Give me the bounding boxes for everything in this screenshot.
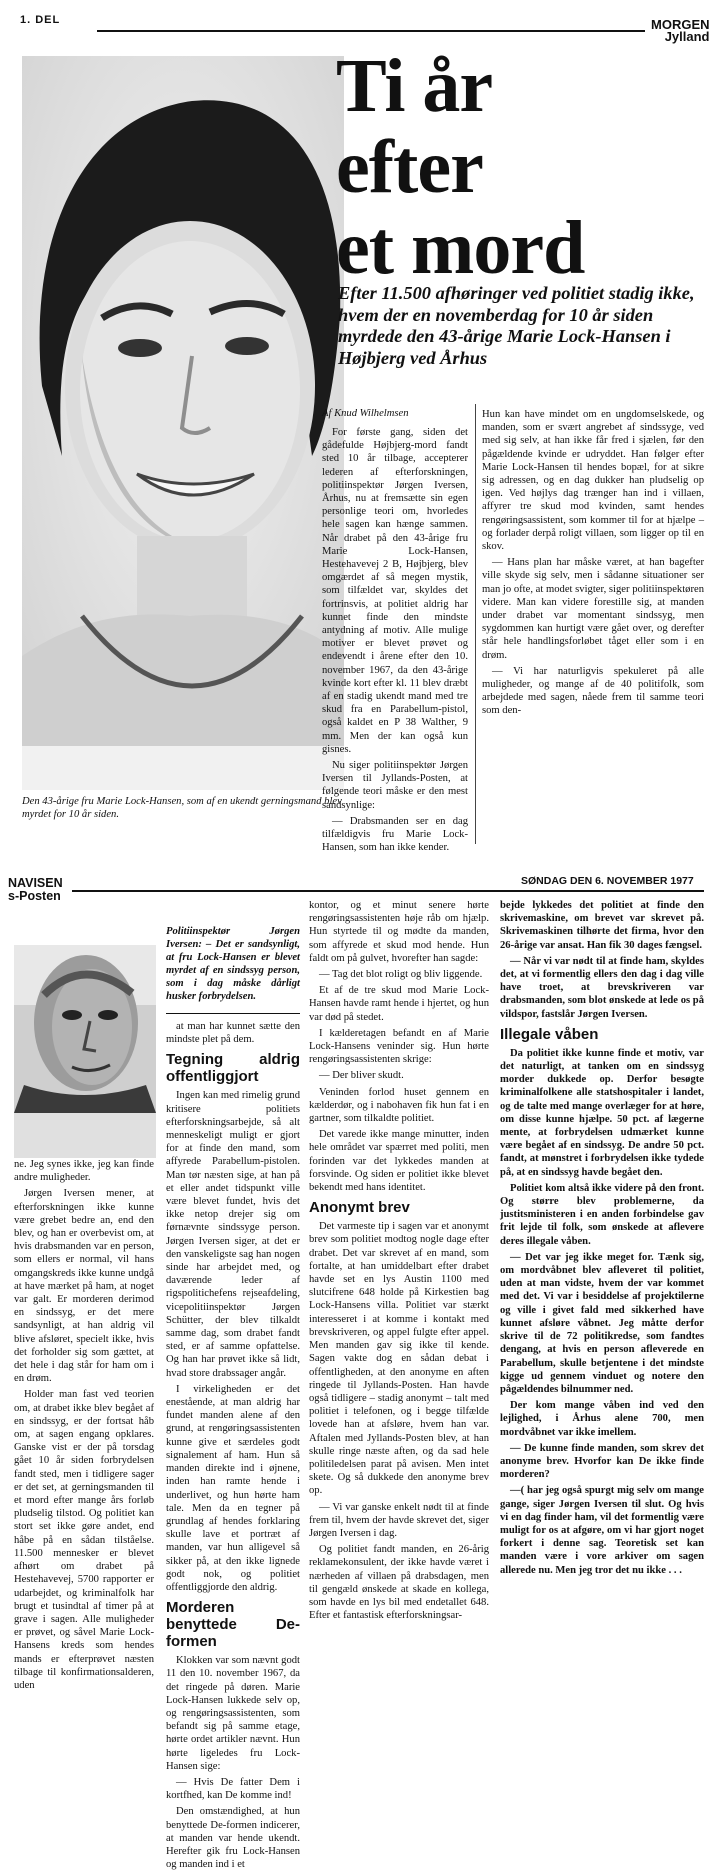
article-column-4 [500,899,704,1757]
paragraph: Politiet kom altså ikke videre på den front. Og større blev problemerne, da justitsministeren i en anden forbindelse gav frit lejde til folk, som ønskede at aflevere deres illegale våben. [500,1182,704,1247]
paragraph: Hun kan have mindet om en ungdomselskede, og manden, som er svært angrebet af sindssyge, ved med sig selv, at han ikke får fred i sjælen, før den pågældende kvinde er udryddet. Han følger efter Marie Lock-Hansen til hendes bopæl, for at sikre sig adressen, og en dag dukker han pludselig op igen. Ved højlys dag trænger han ind i villaen, affyrer tre skud mod kvinden, samt hendes rengøringsassistent, som kommer til for at hjælpe – og forlader derpå roligt villaen, som ligger op til en skov. [482,409,704,553]
paragraph: I virkeligheden er det enestående, at man aldrig har fundet manden alene af den grund, at rengøringsassistenten kunne give et særdeles godt signalement af ham. Hun så manden direkte ind i øjnene, inden han ramte hende i underlivet, og hun hørte ham tale. Men da en tegner på grundlag af hendes forklaring skulle lave et portræt af manden, var hun alligevel så sikker på, at den ikke lignede godt nok, og politiet offentliggjorde den aldrig. [166,1383,300,1593]
header-rule [72,890,704,892]
masthead [651,19,710,43]
masthead [8,877,63,903]
paragraph: — Det var jeg ikke meget for. Tænk sig, om mordvåbnet blev afleveret til politiet, uden at man vidste, hvem der var kommet med det. Vi var i besiddelse af projektilerne og ville i givet fald med sikkerhed have kunnet afsløre våbnet. Jeg måtte derfor skrive til de 72 politikredse, som fandtes dengang, at hvis en person afleverede en Parabellum, skulle betjentene i det mindste kigge ud gennem vinduet og notere den pågældendes bilnummer ned. [500,1251,704,1395]
paragraph: I kælderetagen befandt en af Marie Lock-Hansens veninder sig. Hun hørte rengøringsassistenten skrige: [309,1027,489,1066]
paragraph: kontor, og et minut senere hørte rengøringsassistenten høje råb om hjælp. Hun styrtede til og mødte da manden, som affyrede et skud mod hende. Hun faldt om på gulvet, hvorefter han sagde: [309,900,489,964]
paragraph: Det varede ikke mange minutter, inden hele området var spærret med politi, men forinden var det lykkedes manden at forsvinde. Og siden er politiet ikke blevet bekendt med hans identitet. [309,1129,489,1194]
subheading: Anonymt brev [309,1199,410,1217]
paragraph: — Hans plan har måske været, at han bagefter ville skyde sig selv, men i sådanne situationer ser man jo ofte, at modet svigter, siger politiinspektøren videre. Man kan videre forestille sig, at manden under drabet var momentant sindssyg, men sygdommen kan hurtigt være gået over, og derefter står hele handlingsforløbet tåget eller som i en drøm. [482,557,704,661]
headline-line2: efter [336,125,483,209]
paragraph: Den omstændighed, at hun benyttede De-formen indicerer, at manden var hende ukendt. Herefter gik fru Lock-Hansen og manden ind i et [166,1806,300,1871]
deck: Efter 11.500 afhøringer ved politiet stadig ikke, hvem der en novemberdag for 10 år siden myrdede den 43-årige Marie Lock-Hansen i Højbjerg ved Århus [338,283,695,368]
masthead-line2: s-Posten [8,889,61,903]
header-rule [97,30,645,32]
paragraph: Ingen kan med rimelig grund kritisere politiets efterforskningsarbejde, så alt menneskeligt muligt er gjort for at finde den mand, som affyrede Parabellum-pistolen. Man tør næsten sige, at han på et eller andet tidspunkt ville være blevet fundet, hvis det ikke netop drejer sig om førnævnte sindssyge person. Jørgen Iversen siger, at det er den vanskeligste sag han nogen sinde har arbejdet med, og daværende leder af rigspolitichefens rejseafdeling, vicepolitiinspektør Jørgen Schütter, der blev tilkaldt samme dag, som drabet fandt sted, er af samme opfattelse. Og han har prøvet ikke så lidt, hvad store drabssager angår. [166,1090,300,1379]
portrait-man-image [14,945,156,1113]
photo-margin [14,1113,156,1158]
article-column-3 [309,899,489,1757]
paragraph: For første gang, siden det gådefulde Højbjerg-mord fandt sted 10 år tilbage, accepterer lederen af efterforskningen, politiinspektør Jørgen Iversen, Århus, nu at fremsætte sin egen personlige teori om, hvorledes hele sagen kan hænge sammen. Når drabet på den 43-årige fru Marie Lock-Hansen, Hestehavevej 2 B, Højbjerg, blev omgærdet af så megen mystik, som tilfældet var, skyldes det fortrinsvis, at politiet aldrig har kunnet finde den mindste antydning af motiv. Alle mulige motiver er blevet prøvet og endevendt i årene efter den 10. november 1967, da den 43-årige kvinde kort efter kl. 11 blev dræbt af en stadig ukendt mand med tre skud fra en Parabellum-pistol, også kaldet en P 38 Walther, 9 mm. Men der kan også kun gisnes. [322,427,468,755]
paragraph: at man har kunnet sætte den mindste plet på dem. [166,1021,300,1046]
pull-quote: Politiinspektør Jørgen Iversen: – Det er sandsynligt, at fru Lock-Hansen er blevet myrdet af en sindssyg person, som i dag måske dårligt husker forbrydelsen. [166,926,300,1002]
photo-caption: Den 43-årige fru Marie Lock-Hansen, som af en ukendt gerningsmand blev myrdet for 10 år siden. [22,796,342,820]
paragraph: Veninden forlod huset gennem en kælderdør, og i nabohaven fik hun fat i en gartner, som tilkaldte politiet. [309,1086,489,1125]
subheading: Tegning aldrig offentliggjort [166,1051,300,1086]
paragraph: — Drabsmanden ser en dag tilfældigvis fru Marie Lock-Hansen, som han ikke kender. [322,815,468,854]
subheading: Morderen benyttede De-formen [166,1599,300,1651]
subheading: Illegale våben [500,1025,599,1043]
masthead-line2: Jylland [664,29,710,44]
article-column-1 [14,1158,154,1757]
clipping-top [0,0,717,852]
paragraph: Klokken var som nævnt godt 11 den 10. november 1967, da det ringede på døren. Marie Lock-Hansen lukkede selv op, og rengøringsassistenten, som befandt sig på samme etage, hørte ordet artikler nævnt. Hun hørte ligeledes fru Lock-Hansen sige: [166,1655,300,1772]
byline: Af Knud Wilhelmsen [322,408,409,419]
portrait-photo [14,945,156,1113]
paragraph: — Hvis De fatter Dem i kortfhed, kan De komme ind! [166,1776,300,1802]
paragraph: — Vi var ganske enkelt nødt til at finde frem til, hvem der havde skrevet det, siger Jørgen Iversen i dag. [309,1501,489,1539]
article-column-1 [322,426,468,852]
portrait-photo [22,56,344,790]
quote-rule [166,1013,300,1014]
headline-line3: et mord [336,206,585,290]
paragraph: Et af de tre skud mod Marie Lock-Hansen havde ramt hende i hjertet, og hun var død på stedet. [309,985,489,1023]
paragraph: Der kom mange våben ind ved den lejlighed, i Århus alene 700, men mordvåbnet var ikke imellem. [500,1400,704,1438]
article-column-2 [166,925,300,1871]
paragraph: Jørgen Iversen mener, at efterforskningen ikke kunne være grebet bedre an, end den blev, og han er overbevist om, at hvis drabsmanden var en person, som ellers er normal, vil hans omgangskreds ikke kunne undgå at have mærket på ham, at noget var galt. Er morderen derimod en sindssyg, er det mere sandsynligt, at han aldrig vil blive afsløret, specielt ikke, hvis det forholder sig som gættet, at det hele i dag står for ham om i en drøm. [14,1188,154,1385]
clipping-bottom [0,855,717,1871]
headline-line1: Ti år [336,44,493,128]
paragraph: —( har jeg også spurgt mig selv om mange gange, siger Jørgen Iversen til slut. Og hvis vi en dag finder ham, vil det formentlig være muligt for os at afgøre, om vi har gjort noget forkert i denne sag. Teoretisk set kan manden være i vore arkiver om sagen allerede nu. Men jeg tror det nu ikke . . . [500,1485,704,1576]
paragraph: bejde lykkedes det politiet at finde den skrivemaskine, om brevet var skrevet på. Skrivemaskinen tilhørte det firma, hvor den 26-årige var ansat. Han fik 30 dages fængsel. [500,900,704,951]
issue-date: SØNDAG DEN 6. NOVEMBER 1977 [521,875,694,887]
article-column-2 [482,408,704,852]
paragraph: Da politiet ikke kunne finde et motiv, var det naturligt, at tanken om en sindssyg morder dukkede op. Derfor besøgte kriminalfolkene alle statshospitaler i landet, og de talte med mange overlæger for at høre, om disse kunne hjælpe. 50 pct. af lægerne mente, at forbrydelsen udmærket kunne være begået af en sindssyg. De andre 50 pct. fandt, at mønstret i forbrydelsen ikke tydede på, at en sindssyg havde begået den. [500,1047,704,1178]
paragraph: — Vi har naturligvis spekuleret på alle muligheder, og mange af de 40 politifolk, som arbejdede med sagen, nåede frem til samme teori som den- [482,665,704,717]
paragraph: Og politiet fandt manden, en 26-årig reklamekonsulent, der ikke havde været i nærheden af villaen på drabsdagen, men til gengæld ønskede at skade en kollega, som havde en lys bil med endetallet 648. Efter et fantastisk efterforskningsar- [309,1544,489,1622]
paragraph: — Der bliver skudt. [319,1070,404,1082]
paragraph: — De kunne finde manden, som skrev det anonyme brev. Hvorfor kan De ikke finde morderen? [500,1442,704,1481]
masthead-line1: NAVISEN [8,876,63,890]
paragraph: Det varmeste tip i sagen var et anonymt brev som politiet modtog nogle dage efter drabet. Det var skrevet af en mand, som fortalte, at han umiddelbart efter drabet havde set en lys Austin 1100 med slutcifrene 648 holde på Kirkestien bag Lock-Hansens villa. Politiet var stærkt interesseret i at komme i kontakt med brevskriveren, og appel fulgte efter appel. Men manden gav sig ikke til kende. Sagen vakte dog en sådan debat i offentligheden, at den anonyme en aften ringede til Jyllands-Posten. Han havde også tidligere – stadig anonymt – talt med politiet i telefonen, og i begge tilfælde lovede han at afsløre, hvem han var. Aftalen med Jyllands-Posten blev, at han skulle ringe næste aften, og da sad hele politiledelsen parat på avisen. Men intet skete. Og så dukkede den anonyme brev op. [309,1221,489,1497]
paragraph: Holder man fast ved teorien om, at drabet ikke blev begået af en sindssyg, er der fortsat håb om, at sagen engang opklares. Ganske vist er der på torsdag gået 10 år siden forbrydelsen fandt sted, men i tidligere sager er det set, at gerningsmanden til et mord efter mange års forløb pludselig tilstod. Og politiet kan stort set ikke gøre andet, end håbe på en sådan tilståelse. 11.500 mennesker er blevet afhørt om drabet på Hestehavevej, 5700 rapporter er udarbejdet, og kriminalfolk har brugt et tusindtal af timer på at grave i sagen. Alle muligheder er prøvet, og såvel Marie Lock-Hansens kreds som hendes mands er efterprøvet næsten tilbage til konfirmationsalderen, uden [14,1389,154,1691]
section-label: 1. DEL [20,14,61,26]
paragraph: — Når vi var nødt til at finde ham, skyldes det, at vi formentlig ellers den dag i dag ville have troet, at brevskriveren var drabsmanden, som blot ønskede at lede os på vildspor, fastslår Jørgen Iversen. [500,955,704,1020]
paragraph: ne. Jeg synes ikke, jeg kan finde andre muligheder. [14,1159,154,1184]
masthead-line1: MORGEN [651,17,710,32]
column-rule [475,404,476,844]
paragraph: Nu siger politiinspektør Jørgen Iversen til Jyllands-Posten, at følgende teori måske er den mest sandsynlige: [322,760,468,811]
headline [336,46,706,289]
portrait-woman-image [22,56,344,790]
paragraph: — Tag det blot roligt og bliv liggende. [319,969,483,981]
